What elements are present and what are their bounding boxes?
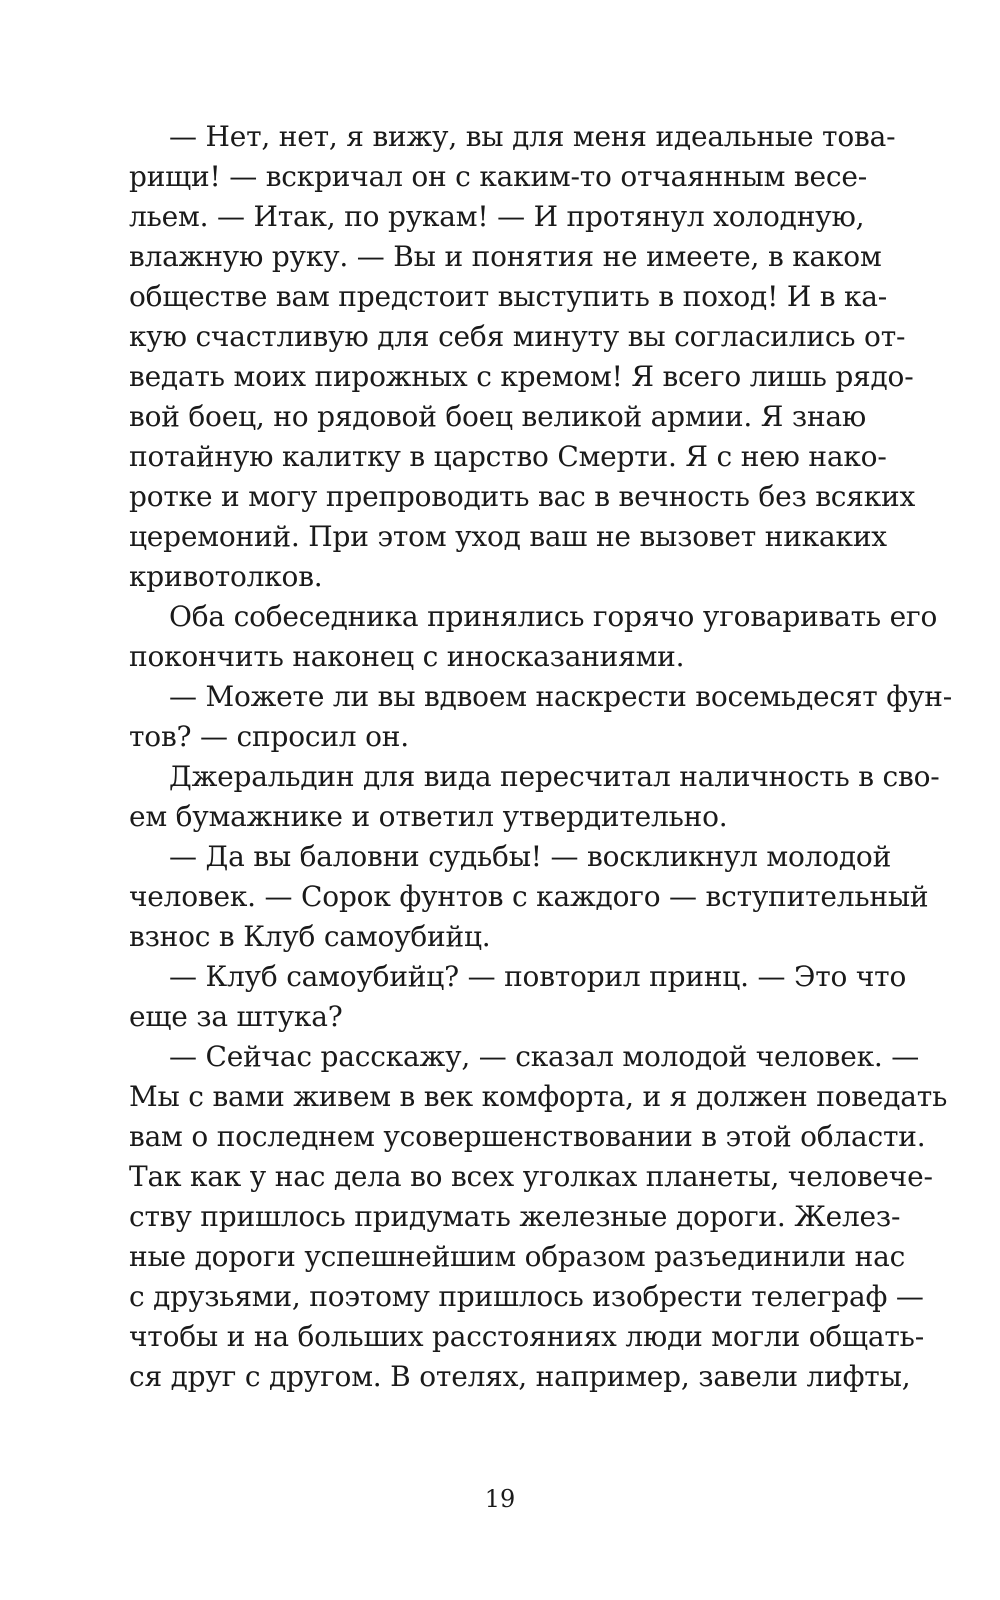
text-line: кую счастливую для себя минуту вы согласились от- bbox=[129, 320, 906, 353]
text-line: человек. — Сорок фунтов с каждого — вступительный bbox=[129, 880, 929, 913]
text-line: ся друг с другом. В отелях, например, завели лифты, bbox=[129, 1360, 911, 1393]
text-line: — Клуб самоубийц? — повторил принц. — Это что bbox=[169, 960, 907, 993]
text-line: ные дороги успешнейшим образом разъединили нас bbox=[129, 1240, 906, 1273]
text-line: льем. — Итак, по рукам! — И протянул холодную, bbox=[129, 200, 865, 233]
text-line: с друзьями, поэтому пришлось изобрести телеграф — bbox=[129, 1280, 924, 1313]
text-line: Оба собеседника принялись горячо уговаривать его bbox=[169, 600, 938, 633]
text-line: Джеральдин для вида пересчитал наличность в сво- bbox=[169, 760, 940, 793]
text-line: чтобы и на больших расстояниях люди могли общать- bbox=[129, 1320, 924, 1353]
body-text bbox=[129, 117, 953, 1397]
text-line: ротке и могу препроводить вас в вечность без всяких bbox=[129, 480, 916, 513]
text-line: тов? — спросил он. bbox=[129, 720, 409, 753]
text-line: рищи! — вскричал он с каким-то отчаянным весе- bbox=[129, 160, 867, 193]
page-number: 19 bbox=[484, 1485, 516, 1513]
text-line: ведать моих пирожных с кремом! Я всего лишь рядо- bbox=[129, 360, 914, 393]
text-line: — Сейчас расскажу, — сказал молодой человек. — bbox=[169, 1040, 920, 1073]
text-line: Мы с вами живем в век комфорта, и я должен поведать bbox=[129, 1080, 948, 1113]
text-line: потайную калитку в царство Смерти. Я с нею нако- bbox=[129, 440, 887, 473]
text-line: кривотолков. bbox=[129, 560, 323, 593]
text-line: — Можете ли вы вдвоем наскрести восемьдесят фун- bbox=[169, 680, 953, 713]
text-line: Так как у нас дела во всех уголках планеты, человече- bbox=[129, 1160, 933, 1193]
text-line: церемоний. При этом уход ваш не вызовет никаких bbox=[129, 520, 887, 553]
text-line: обществе вам предстоит выступить в поход! И в ка- bbox=[129, 280, 888, 313]
text-line: вой боец, но рядовой боец великой армии. Я знаю bbox=[129, 400, 867, 433]
text-line: ем бумажнике и ответил утвердительно. bbox=[129, 800, 728, 833]
text-line: взнос в Клуб самоубийц. bbox=[129, 920, 491, 953]
text-line: — Нет, нет, я вижу, вы для меня идеальные това- bbox=[169, 120, 896, 153]
text-line: — Да вы баловни судьбы! — воскликнул молодой bbox=[169, 840, 892, 873]
text-line: покончить наконец с иносказаниями. bbox=[129, 640, 685, 673]
text-line: ству пришлось придумать железные дороги. Желез- bbox=[129, 1200, 901, 1233]
text-line: вам о последнем усовершенствовании в этой области. bbox=[129, 1120, 926, 1153]
text-line: влажную руку. — Вы и понятия не имеете, в каком bbox=[129, 240, 882, 273]
text-line: еще за штука? bbox=[129, 1000, 343, 1033]
